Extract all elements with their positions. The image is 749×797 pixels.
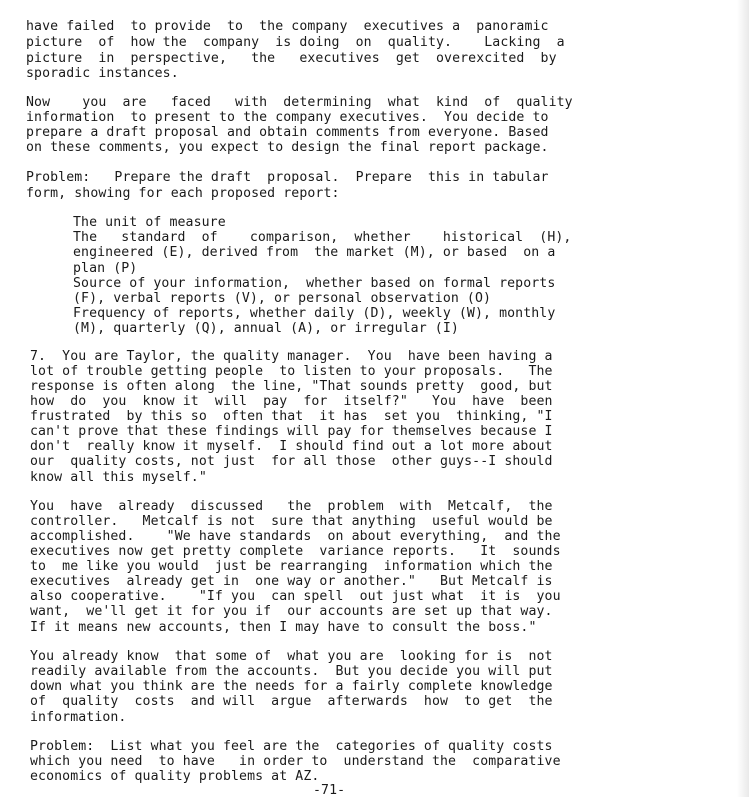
text-line: You already know that some of what you are looking for is not: [30, 649, 553, 664]
text-line: how do you know it will pay for itself?" You have been: [30, 394, 553, 409]
text-line: executives already get in one way or another." But Metcalf is: [30, 574, 553, 589]
text-line: The standard of comparison, whether historical (H),: [73, 230, 572, 245]
text-line: If it means new accounts, then I may have to consult the boss.": [30, 620, 537, 635]
page-edge-shadow: [737, 0, 749, 797]
text-line: Now you are faced with determining what kind of quality: [26, 95, 573, 110]
text-line: prepare a draft proposal and obtain comments from everyone. Based: [26, 125, 549, 140]
text-line: Source of your information, whether based on formal reports: [73, 276, 556, 291]
text-line: 7. You are Taylor, the quality manager. You have been having a: [30, 349, 553, 364]
text-line: down what you think are the needs for a fairly complete knowledge: [30, 679, 553, 694]
text-line: don't really know it myself. I should find out a lot more about: [30, 439, 553, 454]
text-line: form, showing for each proposed report:: [26, 186, 340, 201]
text-line: Problem: List what you feel are the categories of quality costs: [30, 739, 553, 754]
text-line: know all this myself.": [30, 470, 207, 485]
text-line: (M), quarterly (Q), annual (A), or irregular (I): [73, 321, 459, 336]
text-line: Frequency of reports, whether daily (D), weekly (W), monthly: [73, 306, 556, 321]
page-number: -71-: [313, 783, 346, 797]
text-line: The unit of measure: [73, 215, 226, 230]
text-line: controller. Metcalf is not sure that anything useful would be: [30, 514, 553, 529]
text-line: frustrated by this so often that it has set you thinking, "I: [30, 409, 553, 424]
text-line: sporadic instances.: [26, 66, 179, 81]
text-line: accomplished. "We have standards on about everything, and the: [30, 529, 561, 544]
text-line: (F), verbal reports (V), or personal observation (O): [73, 291, 492, 306]
text-line: readily available from the accounts. But you decide you will put: [30, 664, 553, 679]
text-line: response is often along the line, "That sounds pretty good, but: [30, 379, 553, 394]
text-line: which you need to have in order to understand the comparative: [30, 754, 561, 769]
text-line: have failed to provide to the company executives a panoramic: [26, 19, 549, 34]
text-line: lot of trouble getting people to listen to your proposals. The: [30, 364, 553, 379]
text-line: engineered (E), derived from the market (M), or based on a: [73, 245, 556, 260]
text-line: to me like you would just be rearranging information which the: [30, 559, 553, 574]
text-line: economics of quality problems at AZ.: [30, 769, 320, 784]
text-line: on these comments, you expect to design the final report package.: [26, 140, 549, 155]
text-line: executives now get pretty complete variance reports. It sounds: [30, 544, 561, 559]
text-line: want, we'll get it for you if our accounts are set up that way.: [30, 604, 553, 619]
text-line: plan (P): [73, 261, 138, 276]
text-line: You have already discussed the problem with Metcalf, the: [30, 499, 553, 514]
text-line: can't prove that these findings will pay for themselves because I: [30, 424, 553, 439]
text-line: picture of how the company is doing on quality. Lacking a: [26, 35, 565, 50]
text-line: information to present to the company executives. You decide to: [26, 110, 549, 125]
text-line: picture in perspective, the executives get overexcited by: [26, 51, 557, 66]
text-line: our quality costs, not just for all those other guys--I should: [30, 454, 553, 469]
text-line: information.: [30, 710, 127, 725]
text-line: of quality costs and will argue afterwards how to get the: [30, 694, 553, 709]
text-line: also cooperative. "If you can spell out just what it is you: [30, 589, 561, 604]
text-line: Problem: Prepare the draft proposal. Prepare this in tabular: [26, 170, 549, 185]
